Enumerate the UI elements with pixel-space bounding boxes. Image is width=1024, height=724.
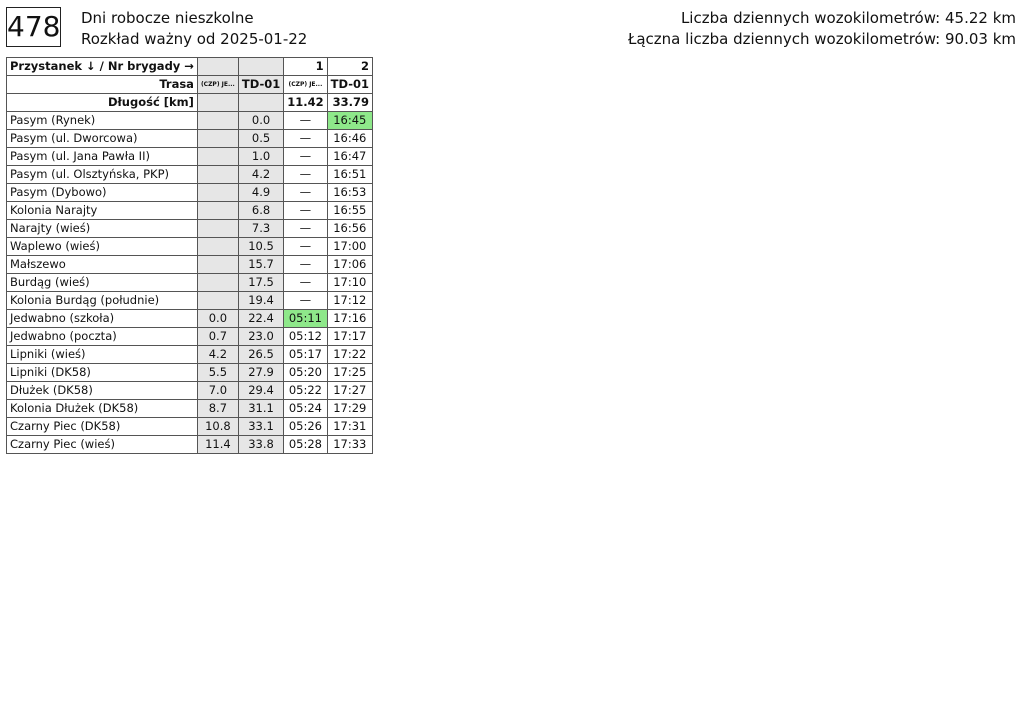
- departure-time: —: [284, 292, 327, 310]
- table-row: [7, 184, 373, 202]
- header-right: [628, 8, 1016, 50]
- distance-km: [197, 202, 238, 220]
- distance-km: [197, 238, 238, 256]
- distance-km: 11.4: [197, 436, 238, 454]
- stop-name: Jedwabno (szkoła): [7, 310, 198, 328]
- brigade-header-row: [7, 58, 373, 76]
- route-label: Trasa: [7, 76, 198, 94]
- departure-time: —: [284, 220, 327, 238]
- departure-time: 17:16: [327, 310, 372, 328]
- departure-time: —: [284, 274, 327, 292]
- departure-time: —: [284, 166, 327, 184]
- distance-km: 5.5: [197, 364, 238, 382]
- distance-km: 19.4: [238, 292, 283, 310]
- departure-time: 16:55: [327, 202, 372, 220]
- table-row: [7, 364, 373, 382]
- table-row: [7, 328, 373, 346]
- distance-km: 0.5: [238, 130, 283, 148]
- distance-km: [197, 256, 238, 274]
- departure-time: 05:24: [284, 400, 327, 418]
- departure-time: 05:12: [284, 328, 327, 346]
- brigade-number: 2: [327, 58, 372, 76]
- table-row: [7, 310, 373, 328]
- route-header-row: [7, 76, 373, 94]
- departure-time: 17:27: [327, 382, 372, 400]
- departure-time: 17:25: [327, 364, 372, 382]
- line-number-badge: 478: [6, 7, 61, 47]
- stop-name: Burdąg (wieś): [7, 274, 198, 292]
- departure-time: 17:10: [327, 274, 372, 292]
- distance-km: 6.8: [238, 202, 283, 220]
- distance-km: 26.5: [238, 346, 283, 364]
- departure-time: 17:12: [327, 292, 372, 310]
- stop-name: Małszewo: [7, 256, 198, 274]
- stop-name: Pasym (ul. Dworcowa): [7, 130, 198, 148]
- distance-km: [197, 184, 238, 202]
- daily-km-label: Liczba dziennych wozokilometrów: 45.22 km: [680, 9, 1016, 27]
- distance-km: 10.8: [197, 418, 238, 436]
- stop-name: Lipniki (DK58): [7, 364, 198, 382]
- distance-km: 22.4: [238, 310, 283, 328]
- day-type-label: Dni robocze nieszkolne: [81, 9, 254, 27]
- distance-km: 10.5: [238, 238, 283, 256]
- table-row: [7, 148, 373, 166]
- distance-km: 4.2: [238, 166, 283, 184]
- departure-time: 05:22: [284, 382, 327, 400]
- stop-name: Waplewo (wieś): [7, 238, 198, 256]
- distance-km: [197, 274, 238, 292]
- departure-time: —: [284, 238, 327, 256]
- departure-time: 05:28: [284, 436, 327, 454]
- corner-label: Przystanek ↓ / Nr brygady →: [7, 58, 198, 76]
- stop-name: Czarny Piec (wieś): [7, 436, 198, 454]
- departure-time: 16:51: [327, 166, 372, 184]
- length-label: Długość [km]: [7, 94, 198, 112]
- valid-from-label: Rozkład ważny od 2025-01-22: [81, 30, 308, 48]
- stop-name: Pasym (ul. Jana Pawła II): [7, 148, 198, 166]
- departure-time: —: [284, 256, 327, 274]
- distance-km: 0.7: [197, 328, 238, 346]
- departure-time: —: [284, 112, 327, 130]
- stop-name: Kolonia Burdąg (południe): [7, 292, 198, 310]
- route-code: TD-01: [327, 76, 372, 94]
- departure-time: 17:00: [327, 238, 372, 256]
- stop-name: Kolonia Narajty: [7, 202, 198, 220]
- departure-time: —: [284, 130, 327, 148]
- route-length: 11.42: [284, 94, 327, 112]
- departure-time: 17:31: [327, 418, 372, 436]
- timetable: [6, 57, 373, 454]
- stop-name: Lipniki (wieś): [7, 346, 198, 364]
- stop-name: Czarny Piec (DK58): [7, 418, 198, 436]
- distance-km: 7.3: [238, 220, 283, 238]
- length-header-row: [7, 94, 373, 112]
- departure-time: 17:29: [327, 400, 372, 418]
- departure-time: —: [284, 148, 327, 166]
- departure-time: 05:20: [284, 364, 327, 382]
- route-code: (CZP) JE...: [284, 76, 327, 94]
- stop-name: Kolonia Dłużek (DK58): [7, 400, 198, 418]
- route-code: (CZP) JE...: [197, 76, 238, 94]
- table-row: [7, 238, 373, 256]
- table-row: [7, 418, 373, 436]
- departure-time: 17:33: [327, 436, 372, 454]
- departure-time: 05:11: [284, 310, 327, 328]
- departure-time: 16:53: [327, 184, 372, 202]
- table-row: [7, 166, 373, 184]
- distance-km: 0.0: [238, 112, 283, 130]
- table-row: [7, 130, 373, 148]
- distance-km: 33.8: [238, 436, 283, 454]
- departure-time: 16:45: [327, 112, 372, 130]
- departure-time: 17:17: [327, 328, 372, 346]
- departure-time: 16:46: [327, 130, 372, 148]
- distance-km: [197, 220, 238, 238]
- distance-km: 17.5: [238, 274, 283, 292]
- departure-time: 16:47: [327, 148, 372, 166]
- distance-km: 8.7: [197, 400, 238, 418]
- table-row: [7, 112, 373, 130]
- distance-km: [197, 148, 238, 166]
- route-length: [197, 94, 238, 112]
- distance-km: 1.0: [238, 148, 283, 166]
- departure-time: 17:22: [327, 346, 372, 364]
- stop-name: Dłużek (DK58): [7, 382, 198, 400]
- departure-time: —: [284, 184, 327, 202]
- distance-km: 33.1: [238, 418, 283, 436]
- stop-name: Pasym (Rynek): [7, 112, 198, 130]
- distance-km: [197, 112, 238, 130]
- stop-name: Jedwabno (poczta): [7, 328, 198, 346]
- route-length: 33.79: [327, 94, 372, 112]
- distance-km: 23.0: [238, 328, 283, 346]
- departure-time: 17:06: [327, 256, 372, 274]
- total-daily-km-label: Łączna liczba dziennych wozokilometrów: 90.03 km: [627, 30, 1016, 48]
- distance-km: 4.9: [238, 184, 283, 202]
- distance-km: 29.4: [238, 382, 283, 400]
- brigade-number: 1: [284, 58, 327, 76]
- distance-km: 31.1: [238, 400, 283, 418]
- departure-time: —: [284, 202, 327, 220]
- stop-name: Pasym (Dybowo): [7, 184, 198, 202]
- departure-time: 05:26: [284, 418, 327, 436]
- table-row: [7, 400, 373, 418]
- table-row: [7, 274, 373, 292]
- distance-km: [197, 130, 238, 148]
- distance-km: 4.2: [197, 346, 238, 364]
- brigade-number: [238, 58, 283, 76]
- departure-time: 16:56: [327, 220, 372, 238]
- table-row: [7, 256, 373, 274]
- header-left: [81, 8, 307, 50]
- distance-km: [197, 166, 238, 184]
- table-row: [7, 292, 373, 310]
- route-code: TD-01: [238, 76, 283, 94]
- table-row: [7, 436, 373, 454]
- stop-name: Pasym (ul. Olsztyńska, PKP): [7, 166, 198, 184]
- table-row: [7, 220, 373, 238]
- table-row: [7, 346, 373, 364]
- distance-km: 27.9: [238, 364, 283, 382]
- brigade-number: [197, 58, 238, 76]
- table-row: [7, 382, 373, 400]
- distance-km: 15.7: [238, 256, 283, 274]
- departure-time: 05:17: [284, 346, 327, 364]
- table-row: [7, 202, 373, 220]
- distance-km: [197, 292, 238, 310]
- distance-km: 0.0: [197, 310, 238, 328]
- stop-name: Narajty (wieś): [7, 220, 198, 238]
- route-length: [238, 94, 283, 112]
- distance-km: 7.0: [197, 382, 238, 400]
